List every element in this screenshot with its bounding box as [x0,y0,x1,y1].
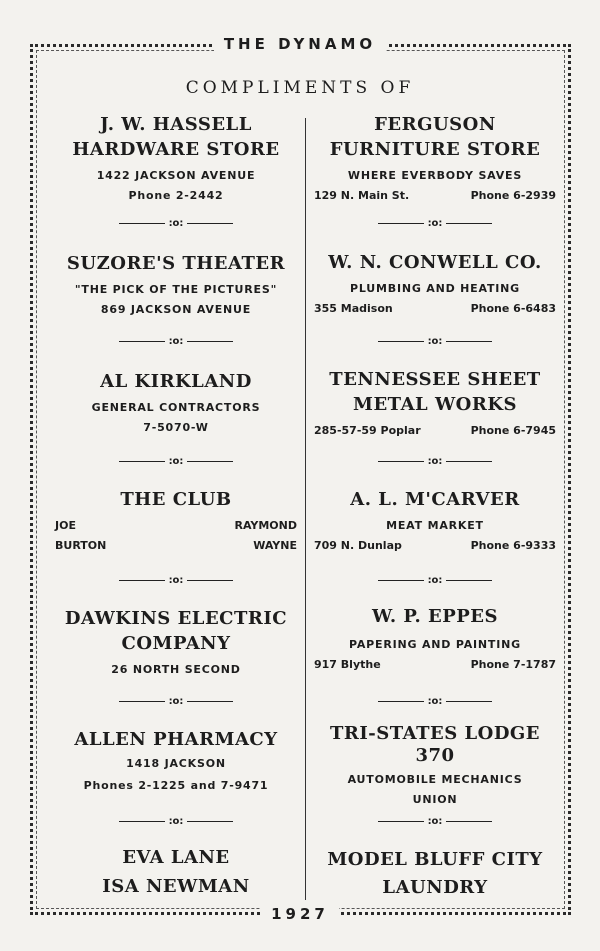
ad-row-left: 129 N. Main St. [314,189,410,202]
ad-line: 869 JACKSON AVENUE [100,303,252,316]
ad-name: MODEL BLUFF CITY [327,849,543,870]
ad-line: 1418 JACKSON [126,757,226,770]
ad-line: PLUMBING AND HEATING [350,282,520,295]
separator: :o: [310,218,560,229]
ad-row-left: 355 Madison [314,302,393,315]
ad-name: ALLEN PHARMACY [74,729,278,750]
ad-row-right: Phone 6-9333 [470,539,556,552]
separator: :o: [51,696,301,707]
separator: :o: [51,336,301,347]
ad-line: 1422 JACKSON AVENUE [96,169,256,182]
separator: :o: [51,456,301,467]
publication-title: THE DYNAMO [214,35,386,53]
ad-row [51,516,301,536]
ad-line: MEAT MARKET [386,519,484,532]
ad-name: EVA LANE [122,847,230,868]
separator: :o: [310,816,560,827]
ad-dawkins [51,606,301,680]
ad-mcarver [310,487,560,556]
ad-name: FERGUSON [374,114,496,135]
ad-line: Phones 2-1225 and 7-9471 [83,779,269,792]
ad-row-right: Phone 6-2939 [470,189,556,202]
ad-eppes [310,604,560,675]
ad-suzore [51,251,301,320]
ad-row-left: JOE [55,519,76,532]
ad-tennessee-sheet [310,367,560,441]
column-divider-line [305,118,306,900]
ad-model-bluff-city [310,847,560,900]
ad-line: "THE PICK OF THE PICTURES" [74,283,278,296]
ad-kirkland [51,369,301,438]
ad-allen-pharmacy [51,727,301,796]
ad-row [51,536,301,556]
ad-name: AL KIRKLAND [100,371,252,392]
ad-name: TRI-STATES LODGE [329,723,541,744]
ad-the-club [51,487,301,556]
ad-name: COMPANY [121,633,231,654]
separator: :o: [51,218,301,229]
ad-line: UNION [412,793,458,806]
ad-hassell [51,112,301,206]
ad-name: 370 [415,745,455,766]
ad-name: FURNITURE STORE [329,139,541,160]
ad-name: W. N. CONWELL CO. [328,252,542,273]
publication-year: 1927 [261,905,339,923]
ad-ferguson [310,112,560,206]
header [0,34,600,53]
separator: :o: [310,575,560,586]
ad-row [310,299,560,319]
ad-name: SUZORE'S THEATER [66,253,286,274]
ad-name: A. L. M'CARVER [350,489,520,510]
ad-conwell [310,250,560,319]
ad-row-right: Phone 6-6483 [470,302,556,315]
ad-line: GENERAL CONTRACTORS [91,401,261,414]
ad-row-right: WAYNE [253,539,297,552]
ad-line: 26 NORTH SECOND [111,663,241,676]
ad-row-left: 917 Blythe [314,658,381,671]
ad-name: TENNESSEE SHEET [329,369,541,390]
ad-row [310,186,560,206]
ad-row-left: BURTON [55,539,107,552]
ad-row-left: 285-57-59 Poplar [314,424,421,437]
ad-line: Phone 2-2442 [128,189,224,202]
ad-row [310,421,560,441]
compliments-heading: COMPLIMENTS OF [185,78,415,98]
ad-row [310,655,560,675]
separator: :o: [51,575,301,586]
ad-name: HARDWARE STORE [72,139,280,160]
ad-tri-states-lodge [310,721,560,810]
ad-name: DAWKINS ELECTRIC [64,608,288,629]
ad-name: J. W. HASSELL [100,114,252,135]
ad-line: PAPERING AND PAINTING [349,638,521,651]
ad-row-right: Phone 6-7945 [470,424,556,437]
separator: :o: [310,696,560,707]
ad-row-left: 709 N. Dunlap [314,539,402,552]
ad-name: LAUNDRY [382,877,488,898]
separator: :o: [51,816,301,827]
ad-line: 7-5070-W [143,421,209,434]
separator: :o: [310,336,560,347]
separator: :o: [310,456,560,467]
ad-name: METAL WORKS [353,394,517,415]
ad-name: W. P. EPPES [371,606,499,627]
ad-row [310,536,560,556]
ad-eva-lane [51,845,301,899]
footer [0,904,600,923]
ad-row-right: Phone 7-1787 [470,658,556,671]
ad-name: THE CLUB [120,489,232,510]
ad-name: ISA NEWMAN [102,876,250,897]
ad-line: AUTOMOBILE MECHANICS [347,773,523,786]
ad-row-right: RAYMOND [234,519,297,532]
ad-line: WHERE EVERBODY SAVES [347,169,523,182]
